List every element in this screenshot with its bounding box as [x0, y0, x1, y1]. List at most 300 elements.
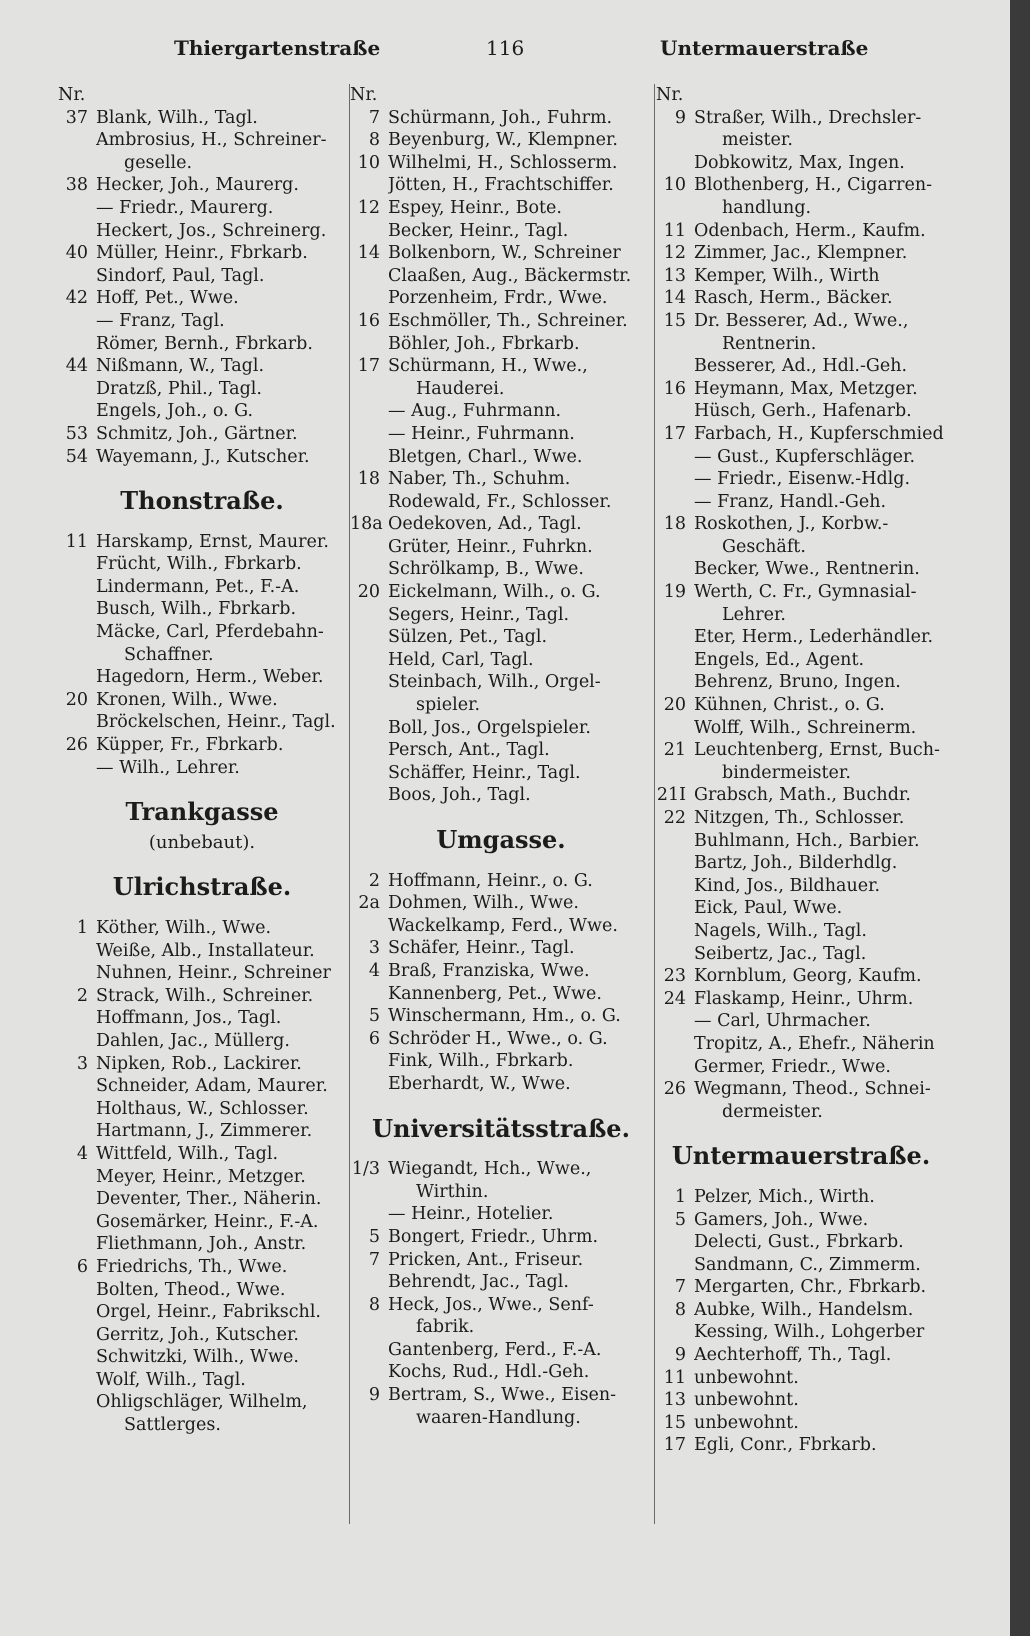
resident-name: Heck, Jos., Wwe., Senf-: [388, 1294, 594, 1315]
house-number: [350, 265, 388, 288]
resident-entry: [350, 1384, 652, 1407]
resident-entry: [58, 1301, 346, 1324]
entry-continuation: Geschäft.: [722, 536, 806, 557]
house-number: 19: [663, 582, 686, 603]
resident-name: — Wilh., Lehrer.: [96, 757, 240, 778]
house-number: [656, 558, 694, 581]
resident-entry: [656, 1078, 946, 1101]
house-number: [656, 717, 694, 740]
house-number: [58, 1346, 96, 1369]
resident-name: Hoff, Pet., Wwe.: [96, 288, 239, 309]
house-number: [656, 152, 694, 175]
resident-entry: [58, 1166, 346, 1189]
resident-entry: [656, 807, 946, 830]
street-heading: Universitätsstraße.: [372, 1113, 630, 1143]
resident-entry: [656, 694, 946, 717]
resident-entry: [58, 553, 346, 576]
resident-name: Böhler, Joh., Fbrkarb.: [388, 333, 580, 354]
resident-entry: [350, 784, 652, 807]
house-number: 13: [663, 265, 686, 286]
resident-name: Dr. Besserer, Ad., Wwe.,: [694, 310, 909, 331]
resident-name: Grabsch, Math., Buchdr.: [694, 785, 911, 806]
resident-name: Gamers, Joh., Wwe.: [694, 1209, 869, 1230]
resident-entry: [58, 242, 346, 265]
street-heading: Untermauerstraße.: [671, 1141, 931, 1171]
resident-entry: [350, 762, 652, 785]
resident-entry: [58, 621, 346, 644]
house-number: 44: [65, 356, 88, 377]
resident-name: Blothenberg, H., Cigarren-: [694, 175, 933, 196]
house-number: 15: [663, 310, 686, 331]
resident-name: Wittfeld, Wilh., Tagl.: [96, 1143, 279, 1164]
resident-name: Seibertz, Jac., Tagl.: [694, 943, 867, 964]
house-number: [350, 446, 388, 469]
house-number: [350, 400, 388, 423]
house-number: [350, 649, 388, 672]
page-number: 116: [486, 36, 525, 60]
resident-entry: [656, 152, 946, 175]
resident-name: Bertram, S., Wwe., Eisen-: [388, 1385, 617, 1406]
house-number: 1/3: [351, 1159, 380, 1180]
house-number: 18: [663, 514, 686, 535]
page-header: [56, 36, 946, 72]
resident-name: Wayemann, J., Kutscher.: [96, 446, 310, 467]
resident-name: Kind, Jos., Bildhauer.: [694, 875, 881, 896]
house-number: [58, 1233, 96, 1256]
entry-continuation: spieler.: [416, 695, 481, 716]
resident-entry: [350, 536, 652, 559]
house-number: [656, 626, 694, 649]
house-number: [58, 621, 96, 644]
house-number: 11: [663, 220, 686, 241]
house-number: [656, 468, 694, 491]
resident-name: Aechterhoff, Th., Tagl.: [694, 1345, 892, 1366]
resident-entry: [656, 784, 946, 807]
resident-name: unbewohnt.: [694, 1412, 799, 1433]
resident-entry: [58, 1324, 346, 1347]
resident-entry: [656, 1389, 946, 1412]
page-edge: [1010, 0, 1030, 1636]
resident-entry: [656, 1056, 946, 1079]
house-number: [58, 1369, 96, 1392]
resident-entry: [350, 107, 652, 130]
resident-entry: [350, 983, 652, 1006]
house-number: [58, 553, 96, 576]
resident-name: Frücht, Wilh., Fbrkarb.: [96, 554, 302, 575]
house-number: [656, 852, 694, 875]
resident-name: Schmitz, Joh., Gärtner.: [96, 423, 298, 444]
house-number: [350, 287, 388, 310]
resident-name: Buhlmann, Hch., Barbier.: [694, 830, 920, 851]
resident-entry: [58, 985, 346, 1008]
resident-entry: [58, 400, 346, 423]
resident-name: Wiegandt, Hch., Wwe.,: [388, 1159, 592, 1180]
resident-entry: [58, 174, 346, 197]
house-number: [656, 355, 694, 378]
resident-entry: [350, 671, 652, 694]
house-number: [656, 491, 694, 514]
resident-entry: [350, 287, 652, 310]
resident-name: Heckert, Jos., Schreinerg.: [96, 220, 327, 241]
resident-name: Espey, Heinr., Bote.: [388, 197, 562, 218]
house-number: [350, 717, 388, 740]
house-number: 21: [663, 740, 686, 761]
house-number: [58, 598, 96, 621]
entry-continuation: Wirthin.: [416, 1181, 489, 1202]
resident-name: Heymann, Max, Metzger.: [694, 378, 918, 399]
resident-name: Rodewald, Fr., Schlosser.: [388, 491, 612, 512]
resident-entry: [350, 1073, 652, 1096]
resident-entry: [656, 400, 946, 423]
house-number: [58, 1166, 96, 1189]
resident-name: Ambrosius, H., Schreiner-: [96, 130, 327, 151]
house-number: [350, 1203, 388, 1226]
entry-continuation: Lehrer.: [722, 604, 786, 625]
resident-entry: [58, 310, 346, 333]
house-number: 42: [65, 288, 88, 309]
resident-name: Kemper, Wilh., Wirth: [694, 265, 880, 286]
house-number: [58, 1120, 96, 1143]
resident-entry: [350, 174, 652, 197]
house-number: [58, 576, 96, 599]
resident-name: Eickelmann, Wilh., o. G.: [388, 582, 601, 603]
resident-entry: [656, 265, 946, 288]
house-number: [656, 446, 694, 469]
resident-name: Germer, Friedr., Wwe.: [694, 1056, 891, 1077]
resident-name: Nitzgen, Th., Schlosser.: [694, 808, 905, 828]
house-number: 9: [674, 1345, 686, 1366]
resident-name: Schürmann, Joh., Fuhrm.: [388, 107, 613, 128]
resident-name: Besserer, Ad., Hdl.-Geh.: [694, 356, 908, 377]
house-number: [58, 310, 96, 333]
resident-name: Strack, Wilh., Schreiner.: [96, 985, 314, 1006]
resident-entry: [58, 940, 346, 963]
house-number: [656, 1254, 694, 1277]
resident-name: Kessing, Wilh., Lohgerber: [694, 1322, 925, 1343]
resident-entry: [350, 870, 652, 893]
house-number: [58, 1211, 96, 1234]
resident-name: Tropitz, A., Ehefr., Näherin: [694, 1033, 935, 1054]
house-number: 21I: [656, 785, 686, 806]
resident-name: — Carl, Uhrmacher.: [694, 1011, 871, 1032]
resident-entry: [350, 717, 652, 740]
resident-entry: [350, 220, 652, 243]
resident-entry: [656, 920, 946, 943]
house-number: 40: [65, 243, 88, 264]
resident-entry: [350, 626, 652, 649]
resident-name: Kannenberg, Pet., Wwe.: [388, 983, 602, 1004]
resident-entry: [656, 830, 946, 853]
resident-name: Busch, Wilh., Fbrkarb.: [96, 599, 297, 620]
house-number: 23: [663, 966, 686, 987]
resident-entry: [656, 1231, 946, 1254]
resident-entry: [350, 1226, 652, 1249]
house-number: 11: [663, 1367, 686, 1388]
resident-entry: [58, 1188, 346, 1211]
house-number: 5: [674, 1209, 686, 1230]
house-number: [58, 378, 96, 401]
resident-name: Boll, Jos., Orgelspieler.: [388, 717, 591, 738]
resident-name: Wilhelmi, H., Schlosserm.: [388, 152, 618, 173]
house-number: [656, 1033, 694, 1056]
resident-name: Orgel, Heinr., Fabrikschl.: [96, 1302, 321, 1323]
house-number: [656, 1056, 694, 1079]
house-number: [350, 220, 388, 243]
resident-entry: [656, 988, 946, 1011]
resident-entry: [350, 915, 652, 938]
resident-entry: [350, 1203, 652, 1226]
resident-name: Schröder H., Wwe., o. G.: [388, 1028, 608, 1049]
house-number: 17: [663, 423, 686, 444]
house-number: 17: [357, 356, 380, 377]
house-number: 3: [368, 938, 380, 959]
resident-name: Wolff, Wilh., Schreinerm.: [694, 717, 917, 738]
house-number: [58, 1098, 96, 1121]
resident-entry: [58, 1233, 346, 1256]
house-number: 53: [65, 423, 88, 444]
resident-name: Sandmann, C., Zimmerm.: [694, 1254, 921, 1275]
resident-entry: [656, 1321, 946, 1344]
house-number: 18a: [350, 514, 383, 535]
resident-entry: [350, 129, 652, 152]
resident-name: Held, Carl, Tagl.: [388, 649, 534, 670]
house-number: [656, 897, 694, 920]
resident-name: Segers, Heinr., Tagl.: [388, 604, 570, 625]
house-number: [58, 1007, 96, 1030]
house-number: 11: [65, 531, 88, 552]
house-number: [350, 491, 388, 514]
resident-entry: [350, 892, 652, 915]
resident-name: unbewohnt.: [694, 1390, 799, 1411]
house-number: 1: [674, 1186, 686, 1207]
resident-entry: [58, 197, 346, 220]
street-heading: Umgasse.: [436, 825, 566, 854]
resident-name: Holthaus, W., Schlosser.: [96, 1098, 309, 1119]
resident-entry: [58, 446, 346, 469]
resident-entry: [350, 558, 652, 581]
resident-entry: [58, 1098, 346, 1121]
resident-entry: [656, 1299, 946, 1322]
resident-entry: [656, 943, 946, 966]
resident-name: — Heinr., Hotelier.: [388, 1204, 554, 1225]
resident-entry: [58, 1346, 346, 1369]
house-number: [58, 1075, 96, 1098]
resident-name: Dratzß, Phil., Tagl.: [96, 378, 262, 399]
house-number: [350, 423, 388, 446]
resident-entry: [656, 242, 946, 265]
house-number: [58, 1188, 96, 1211]
house-number: 4: [76, 1143, 88, 1164]
house-number: 15: [663, 1412, 686, 1433]
house-number: 37: [65, 107, 88, 128]
resident-name: Wackelkamp, Ferd., Wwe.: [388, 915, 618, 936]
house-number: [350, 333, 388, 356]
house-number: 7: [674, 1277, 686, 1298]
resident-name: Nipken, Rob., Lackirer.: [96, 1053, 302, 1074]
house-number: 12: [663, 243, 686, 264]
resident-name: Rasch, Herm., Bäcker.: [694, 288, 893, 309]
resident-name: Boos, Joh., Tagl.: [388, 785, 531, 806]
resident-name: Hoffmann, Jos., Tagl.: [96, 1008, 282, 1029]
resident-name: Schwitzki, Wilh., Wwe.: [96, 1347, 299, 1368]
resident-name: Eick, Paul, Wwe.: [694, 898, 843, 919]
house-number: 3: [76, 1053, 88, 1074]
resident-name: Harskamp, Ernst, Maurer.: [96, 531, 329, 552]
resident-name: Wolf, Wilh., Tagl.: [96, 1369, 246, 1390]
resident-name: Aubke, Wilh., Handelsm.: [694, 1299, 914, 1320]
number-heading: Nr.: [656, 85, 684, 105]
resident-name: Schäfer, Heinr., Tagl.: [388, 938, 575, 959]
house-number: 26: [663, 1079, 686, 1100]
resident-name: Straßer, Wilh., Drechsler-: [694, 107, 922, 128]
house-number: 16: [663, 378, 686, 399]
resident-entry: [350, 1294, 652, 1317]
house-number: 13: [663, 1390, 686, 1411]
house-number: 14: [663, 288, 686, 309]
resident-entry: [656, 355, 946, 378]
house-number: [656, 875, 694, 898]
resident-entry: [350, 242, 652, 265]
house-number: [350, 604, 388, 627]
resident-name: Winschermann, Hm., o. G.: [388, 1006, 621, 1027]
resident-name: Bröckelschen, Heinr., Tagl.: [96, 712, 336, 733]
resident-entry: [656, 875, 946, 898]
resident-entry: [656, 897, 946, 920]
entry-continuation: Rentnerin.: [722, 333, 817, 354]
entry-continuation: bindermeister.: [722, 762, 851, 783]
house-number: 24: [663, 988, 686, 1009]
resident-entry: [656, 717, 946, 740]
resident-name: Nißmann, W., Tagl.: [96, 356, 265, 377]
resident-entry: [656, 581, 946, 604]
house-number: 6: [76, 1256, 88, 1277]
resident-entry: [350, 1028, 652, 1051]
resident-name: Becker, Heinr., Tagl.: [388, 220, 569, 241]
resident-name: Grüter, Heinr., Fuhrkn.: [388, 536, 593, 557]
resident-name: Friedrichs, Th., Wwe.: [96, 1256, 288, 1277]
resident-entry: [656, 1434, 946, 1457]
resident-entry: [656, 1344, 946, 1367]
resident-entry: [350, 400, 652, 423]
resident-entry: [350, 491, 652, 514]
house-number: 2: [76, 985, 88, 1006]
house-number: [350, 915, 388, 938]
header-left-street: Thiergartenstraße: [174, 36, 381, 60]
resident-entry: [58, 531, 346, 554]
resident-entry: [656, 965, 946, 988]
resident-name: Behrenz, Bruno, Ingen.: [694, 672, 901, 693]
resident-name: Schäffer, Heinr., Tagl.: [388, 762, 581, 783]
resident-name: Wegmann, Theod., Schnei-: [694, 1079, 931, 1100]
resident-entry: [350, 1158, 652, 1181]
resident-entry: [58, 129, 346, 152]
house-number: 54: [65, 446, 88, 467]
resident-entry: [656, 220, 946, 243]
resident-entry: [656, 468, 946, 491]
house-number: [58, 129, 96, 152]
house-number: 17: [663, 1435, 686, 1456]
resident-entry: [656, 107, 946, 130]
resident-name: Hagedorn, Herm., Weber.: [96, 667, 324, 688]
resident-entry: [58, 962, 346, 985]
entry-continuation: Hauderei.: [416, 378, 505, 399]
resident-entry: [58, 1143, 346, 1166]
resident-entry: [350, 1361, 652, 1384]
house-number: 1: [76, 918, 88, 938]
resident-entry: [656, 1033, 946, 1056]
house-number: 5: [368, 1006, 380, 1027]
resident-name: Müller, Heinr., Fbrkarb.: [96, 243, 308, 264]
house-number: [58, 962, 96, 985]
resident-name: Schürmann, H., Wwe.,: [388, 356, 588, 377]
house-number: 6: [368, 1028, 380, 1049]
resident-entry: [58, 1053, 346, 1076]
house-number: 8: [368, 1294, 380, 1315]
resident-name: Köther, Wilh., Wwe.: [96, 918, 272, 938]
resident-name: Weiße, Alb., Installateur.: [96, 940, 315, 961]
house-number: 2: [368, 870, 380, 891]
resident-entry: [656, 558, 946, 581]
resident-name: Gantenberg, Ferd., F.-A.: [388, 1339, 602, 1360]
house-number: [656, 830, 694, 853]
resident-entry: [350, 333, 652, 356]
entry-continuation: waaren-Handlung.: [416, 1407, 581, 1428]
resident-name: Leuchtenberg, Ernst, Buch-: [694, 740, 940, 761]
resident-name: — Franz, Handl.-Geh.: [694, 491, 887, 512]
resident-entry: [58, 576, 346, 599]
resident-name: Schrölkamp, B., Wwe.: [388, 559, 584, 580]
resident-entry: [58, 666, 346, 689]
resident-name: Roskothen, J., Korbw.-: [694, 514, 889, 535]
house-number: [656, 943, 694, 966]
house-number: [350, 558, 388, 581]
resident-entry: [656, 626, 946, 649]
resident-entry: [58, 711, 346, 734]
resident-entry: [656, 852, 946, 875]
resident-entry: [58, 333, 346, 356]
house-number: [350, 1073, 388, 1096]
resident-name: — Aug., Fuhrmann.: [388, 401, 562, 422]
resident-name: Lindermann, Pet., F.-A.: [96, 576, 300, 597]
resident-name: Becker, Wwe., Rentnerin.: [694, 559, 920, 580]
resident-entry: [656, 1186, 946, 1209]
resident-name: Bolkenborn, W., Schreiner: [388, 243, 621, 264]
house-number: [58, 1279, 96, 1302]
house-number: [58, 666, 96, 689]
house-number: 7: [368, 107, 380, 128]
resident-name: Gosemärker, Heinr., F.-A.: [96, 1211, 319, 1232]
house-number: 10: [357, 152, 380, 173]
resident-name: Hüsch, Gerh., Hafenarb.: [694, 401, 912, 422]
resident-entry: [656, 649, 946, 672]
resident-entry: [58, 757, 346, 780]
resident-entry: [58, 1120, 346, 1143]
street-heading: Trankgasse: [125, 797, 279, 827]
resident-name: Deventer, Ther., Näherin.: [96, 1189, 322, 1210]
resident-name: Hecker, Joh., Maurerg.: [96, 175, 299, 196]
house-number: [350, 1271, 388, 1294]
house-number: 8: [368, 130, 380, 151]
resident-entry: [58, 1030, 346, 1053]
resident-name: Claaßen, Aug., Bäckermstr.: [388, 265, 632, 286]
resident-name: Fink, Wilh., Fbrkarb.: [388, 1051, 574, 1072]
number-heading: Nr.: [58, 85, 86, 105]
house-number: 4: [368, 960, 380, 981]
resident-entry: [656, 1254, 946, 1277]
entry-continuation: geselle.: [124, 152, 193, 173]
resident-name: Naber, Th., Schuhm.: [388, 469, 571, 490]
resident-name: Behrendt, Jac., Tagl.: [388, 1272, 569, 1293]
